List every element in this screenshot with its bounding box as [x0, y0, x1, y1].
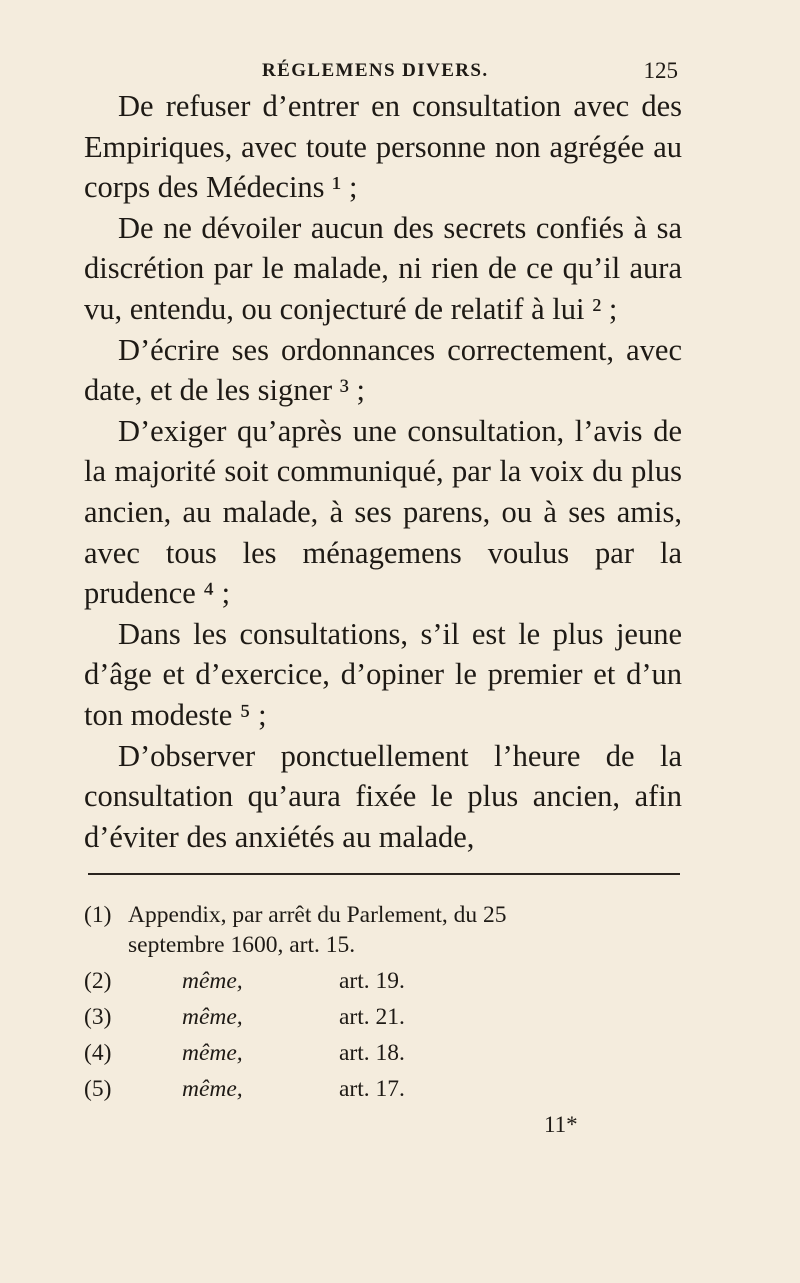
paragraph: Dans les consultations, s’il est le plus jeune d’âge et d’exercice, d’opiner le premier et d’un ton modeste ⁵ ; [84, 616, 682, 732]
footnote-divider [88, 873, 680, 875]
footnote-ibid: même, [182, 968, 243, 994]
footnotes [84, 900, 684, 1110]
footnote [84, 966, 684, 996]
footnote-line: septembre 1600, art. 15. [128, 932, 356, 958]
footnote [84, 1002, 684, 1032]
page-header [84, 58, 680, 88]
footnote-number: (3) [84, 1004, 112, 1030]
paragraph: D’écrire ses ordonnances correctement, avec date, et de les signer ³ ; [84, 332, 682, 408]
footnote [84, 1074, 684, 1104]
running-head: RÉGLEMENS DIVERS. [262, 60, 489, 81]
footnote [84, 900, 684, 960]
paragraph: De refuser d’entrer en consultation avec des Empiriques, avec toute personne non agrégée au corps des Médecins ¹ ; [84, 89, 682, 205]
page-number: 125 [643, 58, 678, 83]
paragraph: De ne dévoiler aucun des secrets confiés à sa discrétion par le malade, ni rien de ce qu’il aura vu, entendu, ou conjecturé de relatif à lui ² ; [84, 210, 682, 326]
body-text [84, 86, 682, 857]
footnote-line: Appendix, par arrêt du Parlement, du 25 [128, 902, 507, 928]
signature-mark: 11* [544, 1112, 578, 1137]
footnote-ibid: même, [182, 1004, 243, 1030]
footnote-number: (1) [84, 902, 112, 928]
footnote [84, 1038, 684, 1068]
footnote-number: (5) [84, 1076, 112, 1102]
footnote-article: art. 17. [339, 1076, 405, 1102]
footnote-text [128, 900, 684, 960]
footnote-ibid: même, [182, 1076, 243, 1102]
footnote-number: (2) [84, 968, 112, 994]
paragraph: D’exiger qu’après une consultation, l’avis de la majorité soit communiqué, par la voix du plus ancien, au malade, à ses parens, ou à ses amis, avec tous les ménagemens voulus par la prudence ⁴ ; [84, 413, 682, 611]
footnote-article: art. 18. [339, 1040, 405, 1066]
footnote-number: (4) [84, 1040, 112, 1066]
footnote-ibid: même, [182, 1040, 243, 1066]
paragraph: D’observer ponctuellement l’heure de la consultation qu’aura fixée le plus ancien, afin d’éviter des anxiétés au malade, [84, 738, 682, 854]
footnote-article: art. 21. [339, 1004, 405, 1030]
footnote-article: art. 19. [339, 968, 405, 994]
